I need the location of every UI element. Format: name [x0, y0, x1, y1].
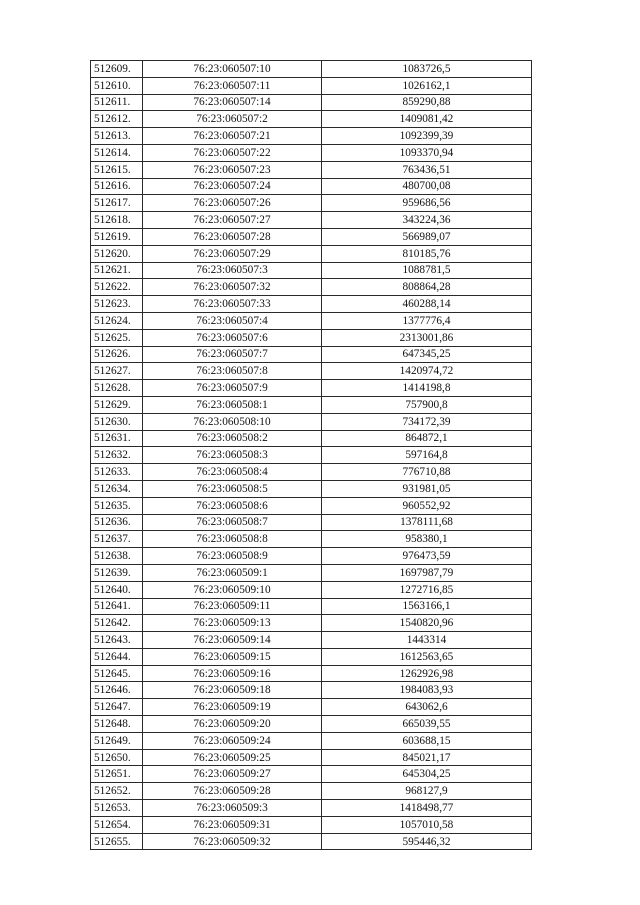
cadastral-value-cell: 595446,32 [322, 833, 532, 850]
cadastral-number-cell: 76:23:060508:2 [143, 430, 322, 447]
cadastral-number-cell: 76:23:060509:14 [143, 632, 322, 649]
cadastral-value-cell: 1026162,1 [322, 77, 532, 94]
cadastral-value-cell: 1092399,39 [322, 128, 532, 145]
table-row [91, 564, 532, 581]
cadastral-number-cell: 76:23:060507:23 [143, 161, 322, 178]
table-row [91, 195, 532, 212]
table-row [91, 749, 532, 766]
cadastral-number-cell: 76:23:060508:8 [143, 531, 322, 548]
row-number-cell: 512623. [91, 296, 143, 313]
table-row [91, 497, 532, 514]
row-number-cell: 512654. [91, 816, 143, 833]
row-number-cell: 512612. [91, 111, 143, 128]
row-number-cell: 512649. [91, 732, 143, 749]
cadastral-number-cell: 76:23:060509:10 [143, 581, 322, 598]
cadastral-value-cell: 1443314 [322, 632, 532, 649]
cadastral-value-cell: 1697987,79 [322, 564, 532, 581]
table-row [91, 228, 532, 245]
cadastral-number-cell: 76:23:060508:5 [143, 480, 322, 497]
cadastral-number-cell: 76:23:060509:16 [143, 665, 322, 682]
row-number-cell: 512616. [91, 178, 143, 195]
cadastral-number-cell: 76:23:060507:21 [143, 128, 322, 145]
cadastral-number-cell: 76:23:060507:29 [143, 245, 322, 262]
cadastral-number-cell: 76:23:060507:6 [143, 329, 322, 346]
table-row [91, 77, 532, 94]
cadastral-number-cell: 76:23:060507:11 [143, 77, 322, 94]
row-number-cell: 512635. [91, 497, 143, 514]
cadastral-number-cell: 76:23:060509:32 [143, 833, 322, 850]
table-row [91, 699, 532, 716]
cadastral-number-cell: 76:23:060508:10 [143, 413, 322, 430]
table-row [91, 396, 532, 413]
row-number-cell: 512643. [91, 632, 143, 649]
cadastral-number-cell: 76:23:060509:31 [143, 816, 322, 833]
row-number-cell: 512640. [91, 581, 143, 598]
cadastral-value-cell: 665039,55 [322, 716, 532, 733]
cadastral-value-cell: 757900,8 [322, 396, 532, 413]
table-row [91, 94, 532, 111]
cadastral-number-cell: 76:23:060509:11 [143, 598, 322, 615]
cadastral-number-cell: 76:23:060507:22 [143, 144, 322, 161]
cadastral-value-cell: 1984083,93 [322, 682, 532, 699]
row-number-cell: 512628. [91, 380, 143, 397]
table-body [91, 61, 532, 850]
cadastral-number-cell: 76:23:060509:18 [143, 682, 322, 699]
row-number-cell: 512651. [91, 766, 143, 783]
cadastral-value-cell: 603688,15 [322, 732, 532, 749]
cadastral-number-cell: 76:23:060507:14 [143, 94, 322, 111]
row-number-cell: 512614. [91, 144, 143, 161]
cadastral-value-cell: 1612563,65 [322, 648, 532, 665]
cadastral-value-cell: 1563166,1 [322, 598, 532, 615]
cadastral-value-cell: 343224,36 [322, 212, 532, 229]
cadastral-value-cell: 959686,56 [322, 195, 532, 212]
row-number-cell: 512653. [91, 800, 143, 817]
table-row [91, 766, 532, 783]
table-row [91, 245, 532, 262]
cadastral-value-cell: 1083726,5 [322, 61, 532, 78]
table-row [91, 783, 532, 800]
cadastral-value-cell: 1540820,96 [322, 615, 532, 632]
row-number-cell: 512641. [91, 598, 143, 615]
cadastral-value-cell: 776710,88 [322, 464, 532, 481]
table-row [91, 598, 532, 615]
row-number-cell: 512615. [91, 161, 143, 178]
cadastral-number-cell: 76:23:060508:3 [143, 447, 322, 464]
cadastral-value-cell: 931981,05 [322, 480, 532, 497]
row-number-cell: 512642. [91, 615, 143, 632]
row-number-cell: 512609. [91, 61, 143, 78]
cadastral-number-cell: 76:23:060508:6 [143, 497, 322, 514]
row-number-cell: 512647. [91, 699, 143, 716]
cadastral-number-cell: 76:23:060507:33 [143, 296, 322, 313]
cadastral-value-cell: 958380,1 [322, 531, 532, 548]
cadastral-value-cell: 864872,1 [322, 430, 532, 447]
table-row [91, 648, 532, 665]
table-row [91, 732, 532, 749]
cadastral-number-cell: 76:23:060509:20 [143, 716, 322, 733]
cadastral-number-cell: 76:23:060507:26 [143, 195, 322, 212]
cadastral-value-cell: 968127,9 [322, 783, 532, 800]
table-row [91, 296, 532, 313]
row-number-cell: 512617. [91, 195, 143, 212]
cadastral-value-cell: 1272716,85 [322, 581, 532, 598]
row-number-cell: 512618. [91, 212, 143, 229]
table-row [91, 800, 532, 817]
table-row [91, 480, 532, 497]
row-number-cell: 512633. [91, 464, 143, 481]
row-number-cell: 512625. [91, 329, 143, 346]
cadastral-number-cell: 76:23:060509:25 [143, 749, 322, 766]
cadastral-value-cell: 480700,08 [322, 178, 532, 195]
row-number-cell: 512652. [91, 783, 143, 800]
table-row [91, 111, 532, 128]
cadastral-value-cell: 643062,6 [322, 699, 532, 716]
cadastral-number-cell: 76:23:060508:1 [143, 396, 322, 413]
cadastral-value-cell: 845021,17 [322, 749, 532, 766]
table-row [91, 346, 532, 363]
table-row [91, 262, 532, 279]
row-number-cell: 512645. [91, 665, 143, 682]
row-number-cell: 512610. [91, 77, 143, 94]
cadastral-number-cell: 76:23:060507:27 [143, 212, 322, 229]
cadastral-value-cell: 645304,25 [322, 766, 532, 783]
table-row [91, 816, 532, 833]
table-row [91, 464, 532, 481]
row-number-cell: 512624. [91, 312, 143, 329]
cadastral-value-cell: 960552,92 [322, 497, 532, 514]
table-row [91, 128, 532, 145]
table-row [91, 716, 532, 733]
cadastral-value-cell: 810185,76 [322, 245, 532, 262]
table-row [91, 581, 532, 598]
cadastral-value-cell: 460288,14 [322, 296, 532, 313]
row-number-cell: 512620. [91, 245, 143, 262]
cadastral-value-cell: 1088781,5 [322, 262, 532, 279]
table-row [91, 447, 532, 464]
table-row [91, 279, 532, 296]
cadastral-value-cell: 2313001,86 [322, 329, 532, 346]
table-row [91, 615, 532, 632]
cadastral-number-cell: 76:23:060509:28 [143, 783, 322, 800]
table-row [91, 212, 532, 229]
cadastral-value-cell: 566989,07 [322, 228, 532, 245]
cadastral-value-cell: 1093370,94 [322, 144, 532, 161]
cadastral-number-cell: 76:23:060509:19 [143, 699, 322, 716]
cadastral-number-cell: 76:23:060508:4 [143, 464, 322, 481]
cadastral-value-cell: 859290,88 [322, 94, 532, 111]
cadastral-value-cell: 763436,51 [322, 161, 532, 178]
cadastral-value-cell: 734172,39 [322, 413, 532, 430]
cadastral-number-cell: 76:23:060507:28 [143, 228, 322, 245]
row-number-cell: 512632. [91, 447, 143, 464]
row-number-cell: 512637. [91, 531, 143, 548]
cadastral-number-cell: 76:23:060507:2 [143, 111, 322, 128]
row-number-cell: 512631. [91, 430, 143, 447]
row-number-cell: 512648. [91, 716, 143, 733]
cadastral-value-cell: 1414198,8 [322, 380, 532, 397]
cadastral-value-cell: 808864,28 [322, 279, 532, 296]
row-number-cell: 512627. [91, 363, 143, 380]
cadastral-number-cell: 76:23:060509:24 [143, 732, 322, 749]
table-row [91, 548, 532, 565]
table-row [91, 430, 532, 447]
table-row [91, 363, 532, 380]
cadastral-value-cell: 1409081,42 [322, 111, 532, 128]
row-number-cell: 512634. [91, 480, 143, 497]
row-number-cell: 512638. [91, 548, 143, 565]
cadastral-number-cell: 76:23:060509:13 [143, 615, 322, 632]
cadastral-number-cell: 76:23:060509:27 [143, 766, 322, 783]
row-number-cell: 512639. [91, 564, 143, 581]
table-row [91, 833, 532, 850]
row-number-cell: 512650. [91, 749, 143, 766]
cadastral-number-cell: 76:23:060508:7 [143, 514, 322, 531]
table-row [91, 531, 532, 548]
row-number-cell: 512611. [91, 94, 143, 111]
cadastral-value-cell: 1420974,72 [322, 363, 532, 380]
table-row [91, 329, 532, 346]
cadastral-number-cell: 76:23:060509:1 [143, 564, 322, 581]
row-number-cell: 512629. [91, 396, 143, 413]
cadastral-value-cell: 1057010,58 [322, 816, 532, 833]
cadastral-value-cell: 1262926,98 [322, 665, 532, 682]
cadastral-number-cell: 76:23:060507:24 [143, 178, 322, 195]
table-row [91, 178, 532, 195]
row-number-cell: 512646. [91, 682, 143, 699]
table-row [91, 61, 532, 78]
table-row [91, 144, 532, 161]
cadastral-value-table [90, 60, 532, 850]
cadastral-number-cell: 76:23:060509:3 [143, 800, 322, 817]
row-number-cell: 512630. [91, 413, 143, 430]
cadastral-value-cell: 1378111,68 [322, 514, 532, 531]
table-row [91, 514, 532, 531]
cadastral-value-cell: 1418498,77 [322, 800, 532, 817]
cadastral-value-cell: 976473,59 [322, 548, 532, 565]
cadastral-number-cell: 76:23:060509:15 [143, 648, 322, 665]
cadastral-number-cell: 76:23:060507:10 [143, 61, 322, 78]
cadastral-number-cell: 76:23:060507:9 [143, 380, 322, 397]
cadastral-value-cell: 647345,25 [322, 346, 532, 363]
table-row [91, 413, 532, 430]
row-number-cell: 512619. [91, 228, 143, 245]
table-row [91, 682, 532, 699]
row-number-cell: 512655. [91, 833, 143, 850]
table-row [91, 632, 532, 649]
row-number-cell: 512626. [91, 346, 143, 363]
table-row [91, 312, 532, 329]
row-number-cell: 512621. [91, 262, 143, 279]
cadastral-number-cell: 76:23:060507:8 [143, 363, 322, 380]
row-number-cell: 512636. [91, 514, 143, 531]
cadastral-number-cell: 76:23:060507:7 [143, 346, 322, 363]
cadastral-number-cell: 76:23:060507:3 [143, 262, 322, 279]
table-row [91, 665, 532, 682]
cadastral-number-cell: 76:23:060508:9 [143, 548, 322, 565]
cadastral-number-cell: 76:23:060507:4 [143, 312, 322, 329]
table-row [91, 380, 532, 397]
row-number-cell: 512644. [91, 648, 143, 665]
cadastral-value-cell: 597164,8 [322, 447, 532, 464]
row-number-cell: 512613. [91, 128, 143, 145]
cadastral-number-cell: 76:23:060507:32 [143, 279, 322, 296]
table-row [91, 161, 532, 178]
cadastral-value-cell: 1377776,4 [322, 312, 532, 329]
row-number-cell: 512622. [91, 279, 143, 296]
